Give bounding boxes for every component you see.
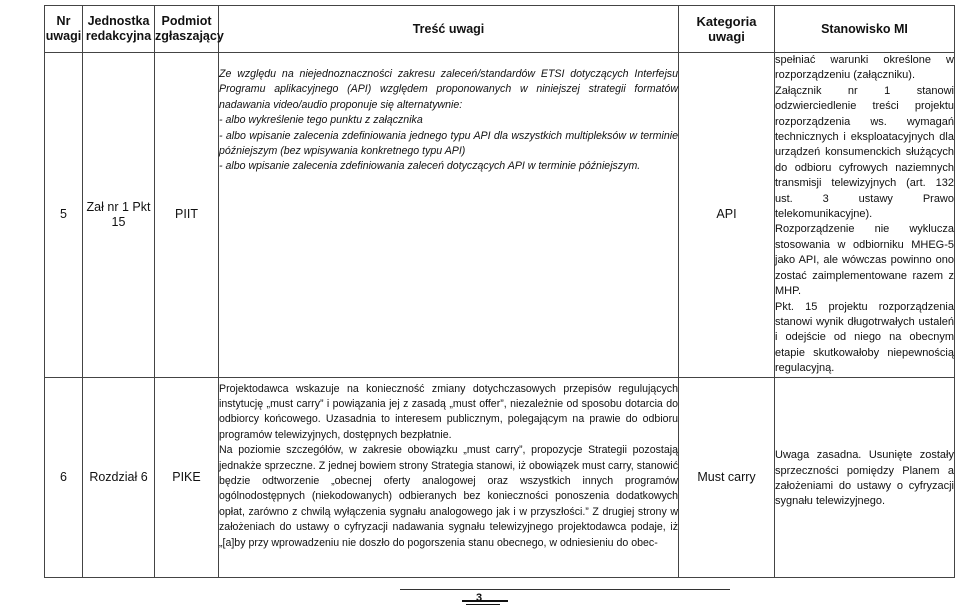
tresc-paragraph: Na poziomie szczegółów, w zakresie obowiązku „must carry”, propozycje Strategii pozostają jednakże sprzeczne. Z jednej bowiem strony Strategia stanowi, iż obowiązek must carry, stanowić będzie odtworzenie „obecnej oferty analogowej oraz wszystkich innych programów ogólnodostępnych (niekodowanych) odbieranych bez konieczności ponoszenia dodatkowych opłat, zarówno z chwilą wyłączenia sygnału analogowego jak i w przyszłości.” Z drugiej strony w założeniach do ustawy o cyfryzacji nadawania sygnału telewizyjnego projektodawca podaje, iż „[a]by przy wprowadzeniu nie doszło do pogorszenia stanu obecnego, w odniesieniu do obec- — [219, 444, 678, 549]
table-row — [45, 53, 955, 378]
table-row — [45, 377, 955, 577]
cell-podmiot: PIIT — [155, 53, 219, 378]
header-row — [45, 6, 955, 53]
remarks-table — [44, 5, 955, 578]
header-kategoria: Kategoria uwagi — [679, 6, 775, 53]
cell-stanowisko — [775, 377, 955, 577]
cell-tresc — [219, 377, 679, 577]
cell-nr: 5 — [45, 53, 83, 378]
page-number: 3 — [476, 592, 483, 604]
tresc-paragraph: - albo wykreślenie tego punktu z załącznika — [219, 114, 423, 127]
cell-nr: 6 — [45, 377, 83, 577]
footer-rule — [400, 589, 730, 590]
stanowisko-paragraph: Rozporządzenie nie wyklucza stosowania w odbiorniku MHEG-5 jako API, ale wówczas powinno ono zostać zaimplementowane razem z MHP. — [775, 223, 954, 298]
tresc-paragraph: Ze względu na niejednoznaczności zakresu zaleceń/standardów ETSI dotyczących Interfejsu Programu aplikacyjnego (API) względem proponowanych w niniejszej strategii formatów nadawania video/audio proponuje się alternatywnie: — [219, 68, 678, 111]
header-stanowisko: Stanowisko MI — [775, 6, 955, 53]
stanowisko-paragraph: Załącznik nr 1 stanowi odzwierciedlenie treści projektu rozporządzenia ws. wymagań technicznych i eksploatacyjnych dla urządzeń konsumenckich służących do odbioru cyfrowych naziemnych transmisji telewizyjnych (art. 132 ust. 3 ustawy Prawo telekomunikacyjne). — [775, 84, 954, 221]
cell-jednostka: Zał nr 1 Pkt 15 — [83, 53, 155, 378]
header-jednostka: Jednostka redakcyjna — [83, 6, 155, 53]
header-nr: Nr uwagi — [45, 6, 83, 53]
tresc-paragraph: Projektodawca wskazuje na konieczność zmiany dotychczasowych przepisów regulujących instytucję „must carry” i powiązania jej z zasadą „must offer”, niezależnie od sposobu dotarcia do odbiorcy końcowego. Uzasadnia to interesem publicznym, polegającym na prawie do odbioru programów telewizyjnych, dostępnych bezpłatnie. — [219, 382, 678, 441]
cell-podmiot: PIKE — [155, 377, 219, 577]
page-number-underline — [462, 600, 508, 602]
tresc-paragraph: - albo wpisanie zalecenia zdefiniowania zaleceń dotyczących API w terminie późniejszym. — [219, 160, 641, 173]
stanowisko-paragraph: Uwaga zasadna. Usunięte zostały sprzeczności pomiędzy Planem a założeniami do ustawy o cyfryzacji sygnału telewizyjnego. — [775, 449, 954, 508]
header-podmiot: Podmiot zgłaszający — [155, 6, 219, 53]
tresc-paragraph: - albo wpisanie zalecenia zdefiniowania jednego typu API dla wszystkich multipleksów w terminie późniejszym (bez wpisywania konkretnego typu API) — [219, 129, 678, 158]
header-tresc: Treść uwagi — [219, 6, 679, 53]
cell-jednostka: Rozdział 6 — [83, 377, 155, 577]
page-number-underline-thin — [466, 604, 500, 605]
cell-tresc — [219, 53, 679, 378]
stanowisko-paragraph: spełniać warunki określone w rozporządzeniu (załączniku). — [775, 54, 954, 82]
cell-kategoria: Must carry — [679, 377, 775, 577]
cell-stanowisko — [775, 53, 955, 378]
stanowisko-paragraph: Pkt. 15 projektu rozporządzenia stanowi wynik długotrwałych ustaleń i odejście od niego na obecnym etapie skutkowałoby niepewnością regulacyjną. — [775, 300, 954, 375]
cell-kategoria: API — [679, 53, 775, 378]
